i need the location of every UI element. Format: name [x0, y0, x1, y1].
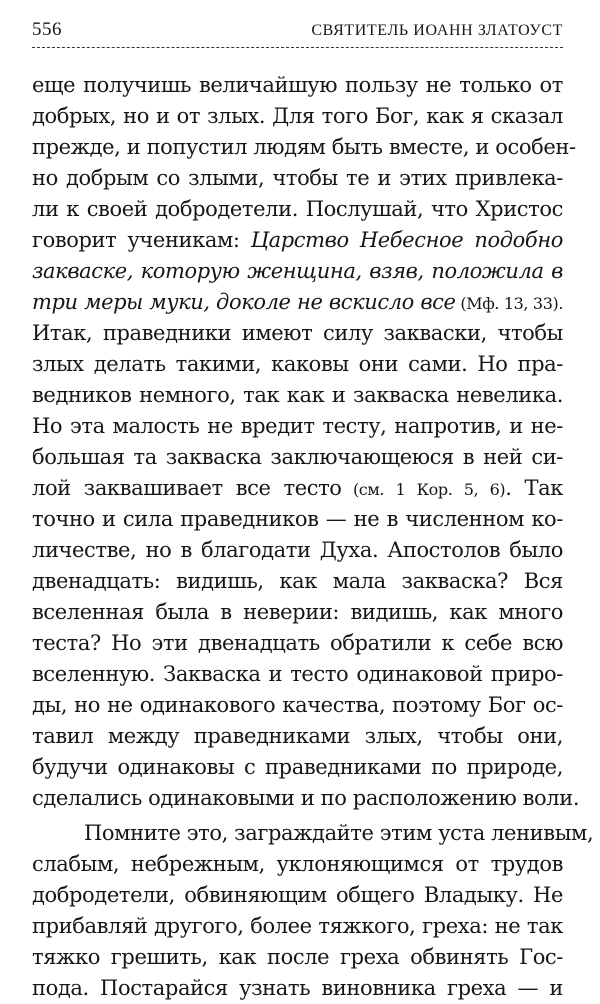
- text-segment: добрых, но и от злых. Для того Бог, как я сказал: [32, 104, 563, 128]
- text-line: [32, 973, 563, 1004]
- text-line: [32, 442, 563, 473]
- text-line: [32, 597, 563, 628]
- text-segment: слабым, небрежным, уклоняющимся от трудов: [32, 852, 563, 876]
- text-segment: личестве, но в благодати Духа. Апостолов было: [32, 538, 563, 562]
- text-segment: говорит ученикам:: [32, 228, 251, 252]
- bible-reference: (Мф. 13, 33).: [455, 294, 563, 313]
- text-segment: злых делать такими, каковы они сами. Но пра-: [32, 352, 563, 376]
- text-segment: Итак, праведники имеют силу закваски, чтобы: [32, 321, 563, 345]
- text-segment: прежде, и попустил людям быть вместе, и особен-: [32, 135, 576, 159]
- text-segment: точно и сила праведников — не в численном ко-: [32, 507, 563, 531]
- text-line: [32, 504, 563, 535]
- text-line: [32, 690, 563, 721]
- book-page: [32, 18, 594, 1004]
- text-segment: ведников немного, так как и закваска невелика.: [32, 383, 563, 407]
- scripture-quote-line: [32, 256, 563, 287]
- text-segment: закваске, которую женщина, взяв, положила в: [32, 259, 563, 283]
- text-segment: ды, но не одинакового качества, поэтому Бог ос-: [32, 693, 563, 717]
- text-line: [32, 132, 576, 163]
- text-line: [32, 535, 563, 566]
- text-line: [32, 411, 563, 442]
- text-segment: вселенная была в неверии: видишь, как много: [32, 600, 563, 624]
- text-segment: двенадцать: видишь, как мала закваска? Вся: [32, 569, 563, 593]
- text-segment: прибавляй другого, более тяжкого, греха: не так: [32, 914, 563, 938]
- text-line: [32, 70, 563, 101]
- text-line: [32, 628, 563, 659]
- text-segment: еще получишь величайшую пользу не только от: [32, 73, 563, 97]
- text-line: [32, 659, 563, 690]
- text-segment: вселенную. Закваска и тесто одинаковой приро-: [32, 662, 563, 686]
- text-line: [32, 849, 563, 880]
- text-segment: большая та закваска заключающеюся в ней си-: [32, 445, 563, 469]
- text-line: [32, 818, 594, 849]
- text-line: [32, 942, 563, 973]
- text-line: [32, 752, 563, 783]
- text-line: [32, 163, 563, 194]
- running-header: [32, 18, 563, 48]
- page-number: 556: [32, 19, 62, 40]
- text-line: [32, 101, 563, 132]
- text-line: [32, 380, 563, 411]
- text-segment: тяжко грешить, как после греха обвинять Гос-: [32, 945, 563, 969]
- text-line: [32, 473, 563, 504]
- text-segment: добродетели, обвиняющим общего Владыку. Не: [32, 883, 563, 907]
- text-line: [32, 721, 563, 752]
- text-line: [32, 318, 563, 349]
- text-segment: но добрым со злыми, чтобы те и этих привлека-: [32, 166, 563, 190]
- scripture-quote: Царство Небесное подобно: [250, 228, 563, 252]
- text-segment: пода. Постарайся узнать виновника греха — и: [32, 976, 563, 1000]
- text-segment: теста? Но эти двенадцать обратили к себе всю: [32, 631, 563, 655]
- text-line: [32, 287, 563, 318]
- text-segment: будучи одинаковы с праведниками по природе,: [32, 755, 563, 779]
- text-line: [32, 194, 563, 225]
- text-segment: ли к своей добродетели. Послушай, что Христос: [32, 197, 563, 221]
- text-segment: Помните это, заграждайте этим уста ленивым,: [84, 821, 594, 845]
- text-segment: Но эта малость не вредит тесту, напротив, и не-: [32, 414, 563, 438]
- text-line: [32, 783, 580, 814]
- text-segment: сделались одинаковыми и по расположению воли.: [32, 786, 580, 810]
- text-line: [32, 911, 563, 942]
- text-line: [32, 225, 563, 256]
- body-text: [32, 70, 594, 1004]
- scripture-quote: три меры муки, доколе не вскисло все: [32, 290, 456, 314]
- text-segment: лой заквашивает все тесто: [32, 476, 342, 500]
- text-line: [32, 566, 563, 597]
- text-line: [32, 880, 563, 911]
- text-segment: тавил между праведниками злых, чтобы они,: [32, 724, 563, 748]
- book-title: СВЯТИТЕЛЬ ИОАНН ЗЛАТОУСТ: [311, 22, 563, 39]
- bible-reference: (см. 1 Кор. 5, 6): [341, 480, 506, 499]
- text-line: [32, 349, 563, 380]
- text-segment: . Так: [505, 476, 563, 500]
